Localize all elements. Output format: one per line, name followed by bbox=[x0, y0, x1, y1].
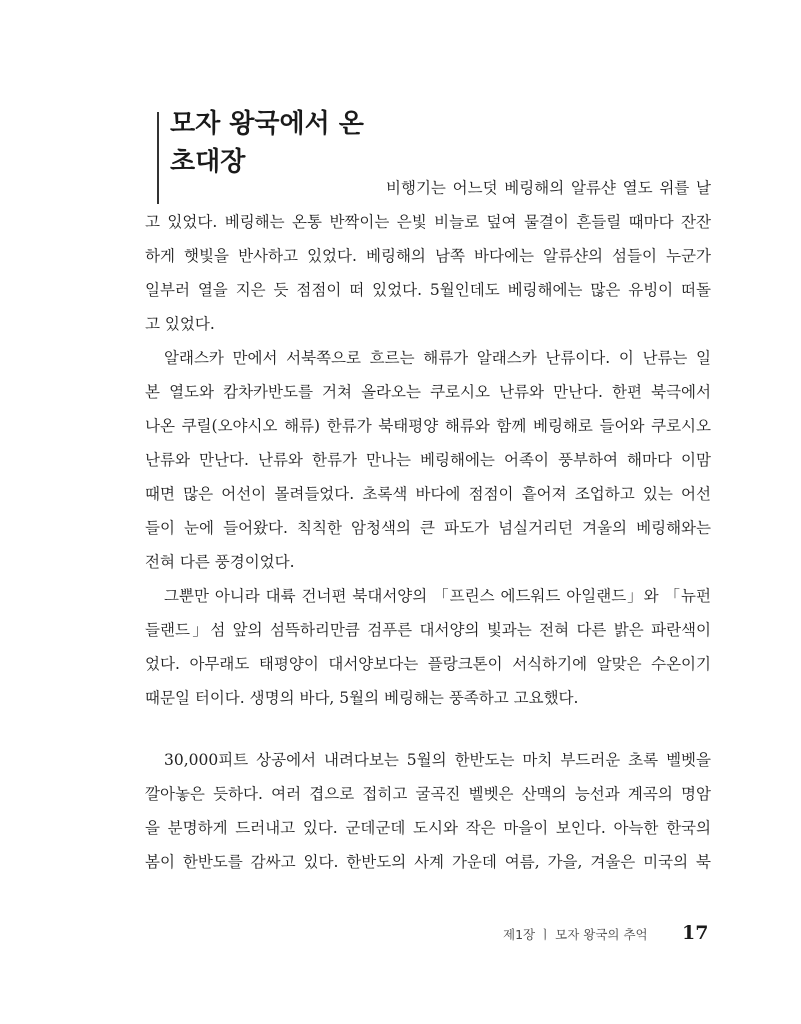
body-line: 을 분명하게 드러내고 있다. 군데군데 도시와 작은 마을이 보인다. 아늑한 한국의 bbox=[145, 819, 711, 837]
body-line: 하게 햇빛을 반사하고 있었다. 베링해의 남쪽 바다에는 알류샨의 섬들이 누군가 bbox=[145, 247, 711, 265]
chapter-title-rule bbox=[157, 112, 159, 204]
body-line: 봄이 한반도를 감싸고 있다. 한반도의 사계 가운데 여름, 가을, 겨울은 미국의 북 bbox=[145, 853, 711, 871]
running-head: 제1장 ㅣ 모자 왕국의 추억 bbox=[503, 927, 648, 942]
chapter-title-line-1: 모자 왕국에서 온 bbox=[170, 109, 364, 139]
body-line: 들이 눈에 들어왔다. 칙칙한 암청색의 큰 파도가 넘실거리던 겨울의 베링해와는 bbox=[145, 519, 711, 537]
body-line: 30,000피트 상공에서 내려다보는 5월의 한반도는 마치 부드러운 초록 벨벳을 bbox=[164, 751, 711, 769]
body-line: 일부러 열을 지은 듯 점점이 떠 있었다. 5월인데도 베링해에는 많은 유빙이 떠돌 bbox=[145, 281, 711, 299]
body-line: 그뿐만 아니라 대륙 건너편 북대서양의 「프린스 에드워드 아일랜드」와 「뉴펀 bbox=[164, 587, 711, 605]
body-line: 때문일 터이다. 생명의 바다, 5월의 베링해는 풍족하고 고요했다. bbox=[145, 689, 579, 707]
body-line: 때면 많은 어선이 몰려들었다. 초록색 바다에 점점이 흩어져 조업하고 있는 어선 bbox=[145, 485, 711, 503]
body-line: 들랜드」섬 앞의 섬뜩하리만큼 검푸른 대서양의 빛과는 전혀 다른 밝은 파란색이 bbox=[145, 621, 711, 639]
body-line: 고 있었다. bbox=[145, 315, 215, 333]
page-number: 17 bbox=[682, 922, 709, 944]
body-line: 알래스카 만에서 서북쪽으로 흐르는 해류가 알래스카 난류이다. 이 난류는 일 bbox=[164, 349, 711, 367]
body-line: 난류와 만난다. 난류와 한류가 만나는 베링해에는 어족이 풍부하여 해마다 이맘 bbox=[145, 451, 711, 469]
body-line: 깔아놓은 듯하다. 여러 겹으로 접히고 굴곡진 벨벳은 산맥의 능선과 계곡의 명암 bbox=[145, 785, 711, 803]
body-line: 비행기는 어느덧 베링해의 알류샨 열도 위를 날 bbox=[386, 179, 711, 197]
body-line: 전혀 다른 풍경이었다. bbox=[145, 553, 295, 571]
body-line: 고 있었다. 베링해는 온통 반짝이는 은빛 비늘로 덮여 물결이 흔들릴 때마다 잔잔 bbox=[145, 213, 711, 231]
body-line: 본 열도와 캄차카반도를 거쳐 올라오는 쿠로시오 난류와 만난다. 한편 북극에서 bbox=[145, 383, 711, 401]
chapter-title-line-2: 초대장 bbox=[170, 147, 246, 177]
body-line: 었다. 아무래도 태평양이 대서양보다는 플랑크톤이 서식하기에 알맞은 수온이기 bbox=[145, 655, 711, 673]
body-line: 나온 쿠릴(오야시오 해류) 한류가 북태평양 해류와 함께 베링해로 들어와 쿠로시오 bbox=[145, 417, 711, 435]
